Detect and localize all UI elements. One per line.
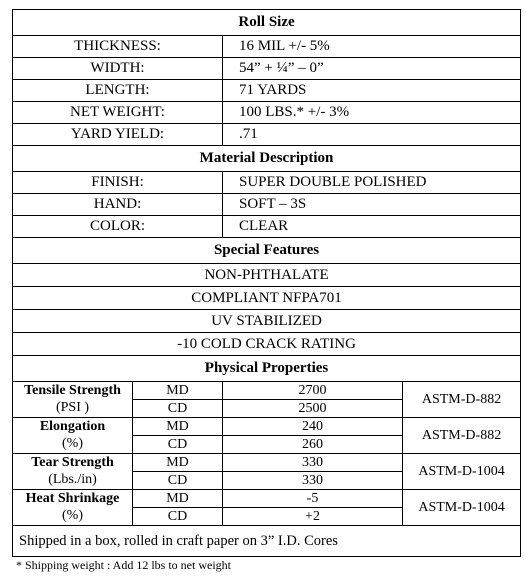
shipping-note: Shipped in a box, rolled in craft paper on 3” I.D. Cores <box>13 526 521 557</box>
test-method: ASTM-D-1004 <box>403 454 521 490</box>
color-label: COLOR: <box>13 216 223 238</box>
roll-size-heading: Roll Size <box>13 10 521 36</box>
cd-label: CD <box>133 472 223 490</box>
test-method: ASTM-D-1004 <box>403 490 521 526</box>
net-weight-value: 100 LBS.* +/- 3% <box>223 102 521 124</box>
md-label: MD <box>133 490 223 508</box>
cd-value: 330 <box>223 472 403 490</box>
test-method: ASTM-D-882 <box>403 382 521 418</box>
hand-value: SOFT – 3S <box>223 194 521 216</box>
md-value: 2700 <box>223 382 403 400</box>
cd-label: CD <box>133 400 223 418</box>
width-value: 54” + ¼” – 0” <box>223 58 521 80</box>
footnote: * Shipping weight : Add 12 lbs to net weight <box>16 558 231 572</box>
property-name: Elongation <box>13 418 133 436</box>
cd-label: CD <box>133 508 223 526</box>
property-unit: (%) <box>13 436 133 454</box>
spec-table <box>12 9 521 557</box>
cd-value: +2 <box>223 508 403 526</box>
md-value: 330 <box>223 454 403 472</box>
net-weight-label: NET WEIGHT: <box>13 102 223 124</box>
md-value: 240 <box>223 418 403 436</box>
feature-item: NON-PHTHALATE <box>13 264 521 287</box>
cd-label: CD <box>133 436 223 454</box>
thickness-label: THICKNESS: <box>13 36 223 58</box>
yard-yield-label: YARD YIELD: <box>13 124 223 146</box>
property-unit: (Lbs./in) <box>13 472 133 490</box>
md-label: MD <box>133 382 223 400</box>
width-label: WIDTH: <box>13 58 223 80</box>
physical-properties-heading: Physical Properties <box>13 356 521 382</box>
property-name: Heat Shrinkage <box>13 490 133 508</box>
feature-item: UV STABILIZED <box>13 310 521 333</box>
md-label: MD <box>133 454 223 472</box>
property-name: Tear Strength <box>13 454 133 472</box>
md-label: MD <box>133 418 223 436</box>
test-method: ASTM-D-882 <box>403 418 521 454</box>
feature-item: -10 COLD CRACK RATING <box>13 333 521 356</box>
yard-yield-value: .71 <box>223 124 521 146</box>
cd-value: 2500 <box>223 400 403 418</box>
hand-label: HAND: <box>13 194 223 216</box>
thickness-value: 16 MIL +/- 5% <box>223 36 521 58</box>
length-value: 71 YARDS <box>223 80 521 102</box>
finish-label: FINISH: <box>13 172 223 194</box>
property-unit: (%) <box>13 508 133 526</box>
property-name: Tensile Strength <box>13 382 133 400</box>
cd-value: 260 <box>223 436 403 454</box>
color-value: CLEAR <box>223 216 521 238</box>
material-description-heading: Material Description <box>13 146 521 172</box>
spec-sheet <box>12 9 520 557</box>
length-label: LENGTH: <box>13 80 223 102</box>
special-features-heading: Special Features <box>13 238 521 264</box>
property-unit: (PSI ) <box>13 400 133 418</box>
md-value: -5 <box>223 490 403 508</box>
feature-item: COMPLIANT NFPA701 <box>13 287 521 310</box>
finish-value: SUPER DOUBLE POLISHED <box>223 172 521 194</box>
